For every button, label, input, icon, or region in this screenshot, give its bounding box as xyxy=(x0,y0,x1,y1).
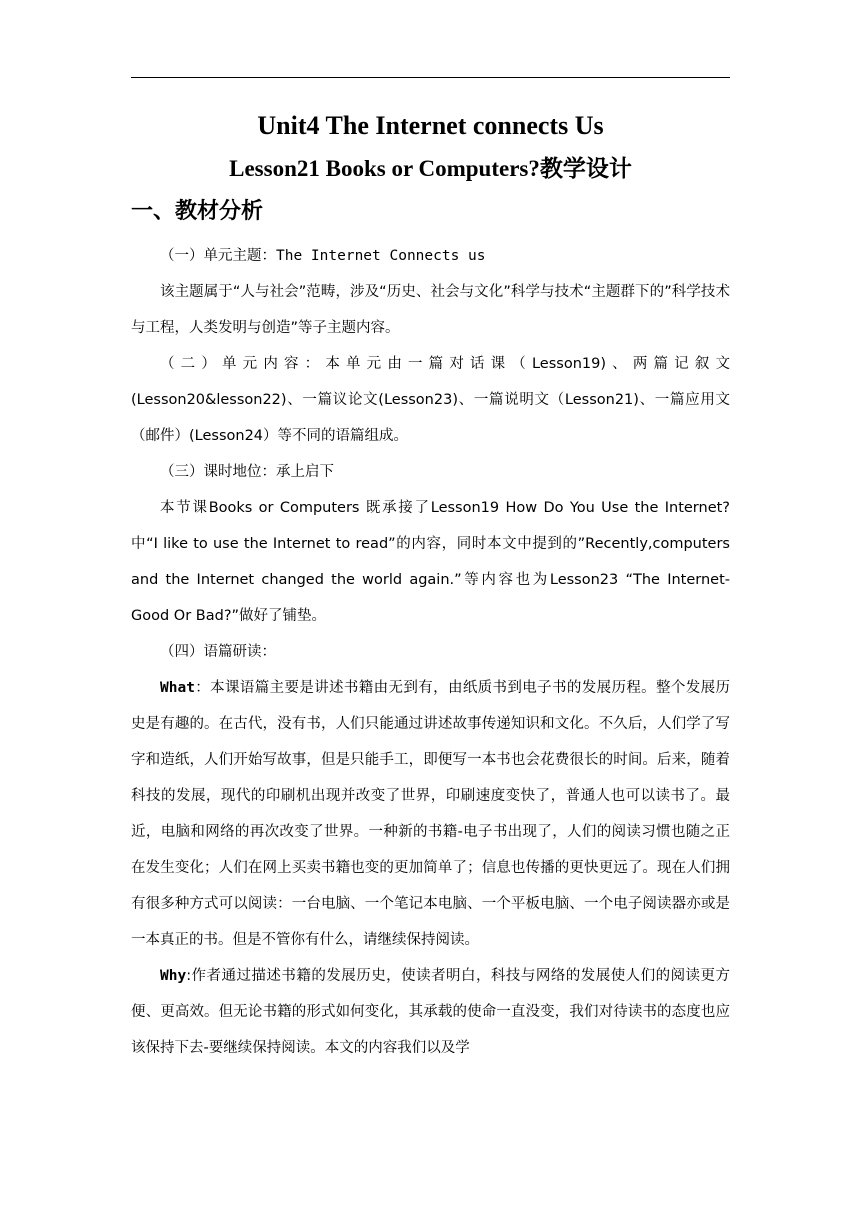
section-heading-textbook-analysis: 一、教材分析 xyxy=(131,199,264,224)
what-text: ：本课语篇主要是讲述书籍由无到有，由纸质书到电子书的发展历程。整个发展历史是有趣的。在古代，没有书，人们只能通过讲述故事传递知识和文化。不久后，人们学了写字和造纸，人们开始写故事，但是只能手工，即便写一本书也会花费很长的时间。后来，随着科技的发展，现代的印刷机出现并改变了世界，印刷速度变快了，普通人也可以读书了。最近，电脑和网络的再次改变了世界。一种新的书籍-电子书出现了，人们的阅读习惯也随之正在发生变化；人们在网上买卖书籍也变的更加简单了；信息也传播的更快更远了。现在人们拥有很多种方式可以阅读：一台电脑、一个笔记本电脑、一个平板电脑、一个电子阅读器亦或是一本真正的书。但是不管你有什么，请继续保持阅读。 xyxy=(131,680,730,948)
lesson-title: Lesson21 Books or Computers?教学设计 xyxy=(229,156,632,181)
unit-title: Unit4 The Internet connects Us xyxy=(257,111,604,140)
paragraph-lesson-connection: 本节课Books or Computers 既承接了Lesson19 How Do You Use the Internet? 中“I like to use the Internet to read”的内容，同时本文中提到的”Recently,computers and the Internet changed the world again.”等内容也为Lesson23 “The Internet-Good Or Bad?”做好了铺垫。 xyxy=(131,500,730,624)
paragraph-theme-scope: 该主题属于“人与社会”范畴，涉及“历史、社会与文化”科学与技术“主题群下的”科学技术与工程，人类发明与创造”等子主题内容。 xyxy=(131,284,730,336)
why-label: Why xyxy=(160,968,187,984)
paragraph-why xyxy=(131,958,730,1066)
paragraph-lesson-position: （三）课时地位：承上启下 xyxy=(160,464,334,480)
paragraph-unit-content: （二）单元内容：本单元由一篇对话课（Lesson19)、两篇记叙文(Lesson20&lesson22)、一篇议论文(Lesson23)、一篇说明文（Lesson21)、一篇应用文（邮件）(Lesson24）等不同的语篇组成。 xyxy=(131,356,730,444)
what-label: What xyxy=(160,680,195,696)
why-text: :作者通过描述书籍的发展历史，使读者明白，科技与网络的发展使人们的阅读更方便、更高效。但无论书籍的形式如何变化，其承载的使命一直没变，我们对待读书的态度也应该保持下去-要继续保持阅读。本文的内容我们以及学 xyxy=(131,968,730,1056)
paragraph-what xyxy=(131,670,730,958)
document-body xyxy=(131,104,730,1066)
header-rule xyxy=(131,77,730,78)
paragraph-text-study: （四）语篇研读： xyxy=(160,644,276,660)
paragraph-unit-theme: （一）单元主题：The Internet Connects us xyxy=(160,248,486,264)
